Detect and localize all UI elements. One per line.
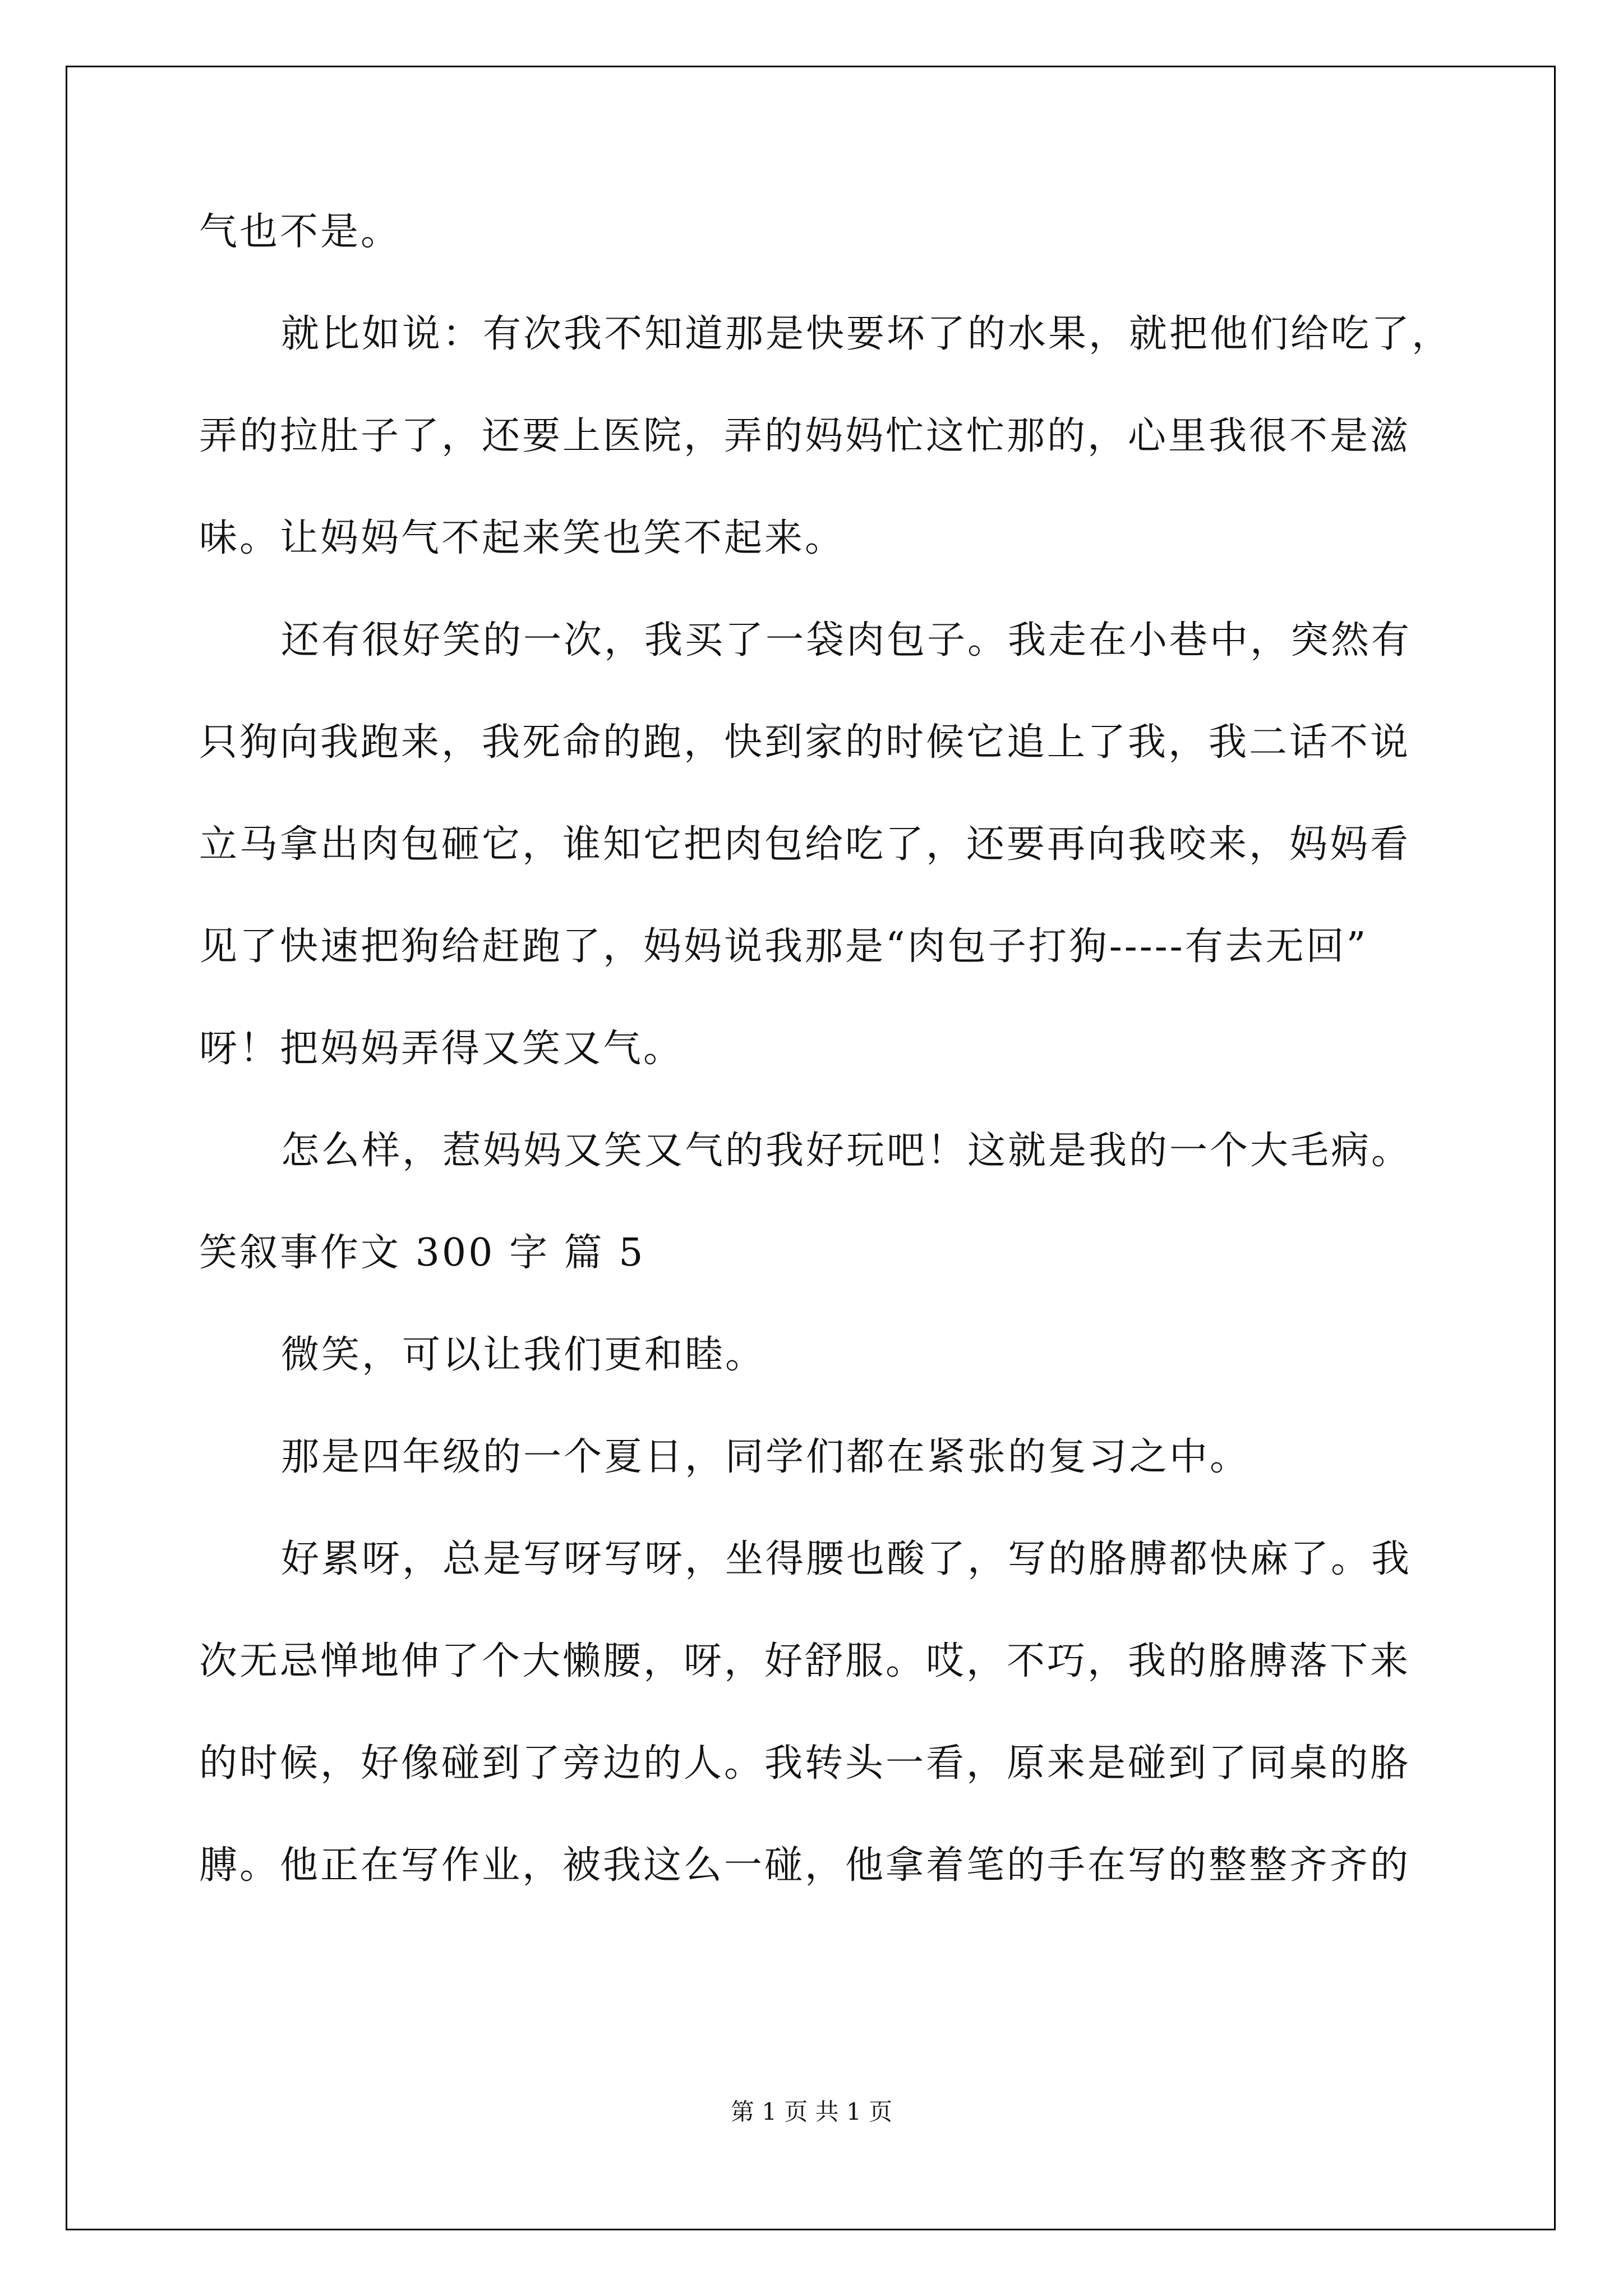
text-line: 只狗向我跑来，我死命的跑，快到家的时候它追上了我，我二话不说: [199, 720, 1411, 765]
text-line: 见了快速把狗给赶跑了，妈妈说我那是“肉包子打狗-----有去无回”: [199, 924, 1368, 969]
text-line: 的时候，好像碰到了旁边的人。我转头一看，原来是碰到了同桌的胳: [199, 1741, 1411, 1786]
text-line: 膊。他正在写作业，被我这么一碰，他拿着笔的手在写的整整齐齐的: [199, 1843, 1411, 1888]
text-line: 就比如说：有次我不知道那是快要坏了的水果，就把他们给吃了，: [281, 312, 1453, 356]
text-line: 那是四年级的一个夏日，同学们都在紧张的复习之中。: [281, 1435, 1251, 1479]
page-footer: 第 1 页 共 1 页: [730, 2098, 893, 2125]
text-line: 还有很好笑的一次，我买了一袋肉包子。我走在小巷中，突然有: [281, 618, 1412, 662]
text-line: 呀！把妈妈弄得又笑又气。: [199, 1027, 684, 1071]
text-line: 怎么样，惹妈妈又笑又气的我好玩吧！这就是我的一个大毛病。: [281, 1129, 1412, 1173]
text-line: 好累呀，总是写呀写呀，坐得腰也酸了，写的胳膊都快麻了。我: [281, 1537, 1412, 1581]
text-line: 微笑，可以让我们更和睦。: [281, 1333, 766, 1377]
section-heading: 笑叙事作文 300 字 篇 5: [199, 1231, 645, 1275]
text-line: 立马拿出肉包砸它，谁知它把肉包给吃了，还要再向我咬来，妈妈看: [199, 822, 1411, 867]
text-line: 气也不是。: [199, 210, 402, 254]
text-line: 次无忌惮地伸了个大懒腰，呀，好舒服。哎，不巧，我的胳膊落下来: [199, 1639, 1411, 1683]
text-line: 弄的拉肚子了，还要上医院，弄的妈妈忙这忙那的，心里我很不是滋: [199, 414, 1411, 458]
text-line: 味。让妈妈气不起来笑也笑不起来。: [199, 516, 846, 560]
